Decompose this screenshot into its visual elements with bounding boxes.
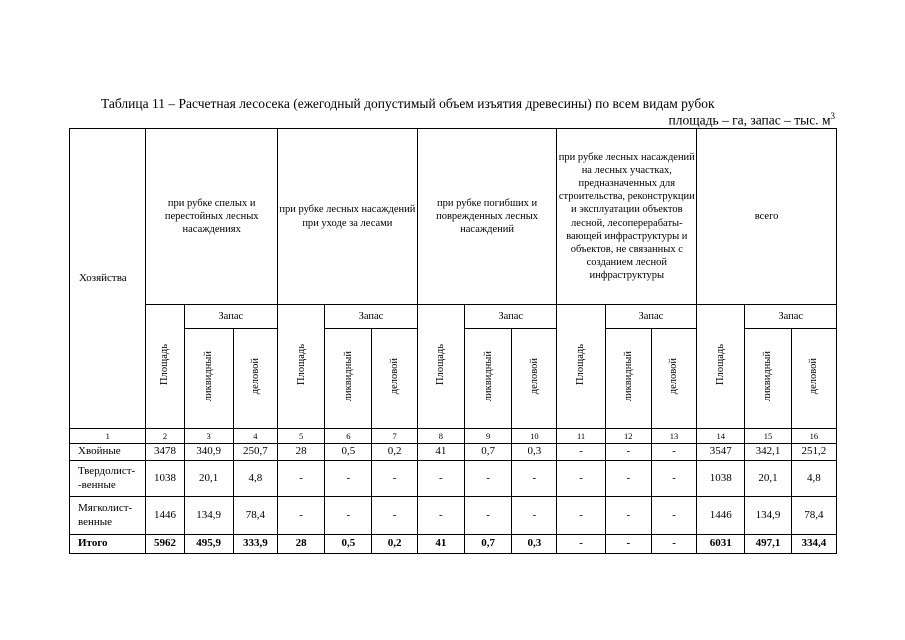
- header-area: Площадь: [557, 305, 605, 429]
- total-cell: 495,9: [184, 535, 233, 554]
- header-area: Площадь: [278, 305, 325, 429]
- table-cell: 1446: [697, 497, 745, 535]
- total-cell: -: [557, 535, 605, 554]
- table-cell: 1038: [697, 461, 745, 497]
- row-name: [70, 461, 146, 497]
- header-liquid: ликвидный: [745, 329, 791, 429]
- header-business: деловой: [372, 329, 417, 429]
- column-number: 14: [697, 429, 745, 444]
- table-cell: -: [651, 497, 696, 535]
- table-row: [70, 461, 837, 497]
- column-number: 13: [651, 429, 696, 444]
- column-number: 4: [233, 429, 277, 444]
- total-cell: 0,5: [325, 535, 372, 554]
- column-number: 7: [372, 429, 417, 444]
- table-cell: 251,2: [791, 444, 836, 461]
- total-cell: 334,4: [791, 535, 836, 554]
- row-name-line: Мягколист-: [78, 501, 133, 514]
- table-cell: -: [325, 461, 372, 497]
- column-number: 16: [791, 429, 836, 444]
- row-name-line: -венные: [78, 478, 116, 491]
- table-cell: 20,1: [745, 461, 791, 497]
- total-cell: 5962: [146, 535, 184, 554]
- column-number: 1: [70, 429, 146, 444]
- header-farms: Хозяйства: [70, 129, 146, 429]
- header-liquid: ликвидный: [184, 329, 233, 429]
- table-cell: -: [605, 444, 651, 461]
- table-cell: 340,9: [184, 444, 233, 461]
- table-cell: -: [464, 497, 511, 535]
- total-cell: -: [605, 535, 651, 554]
- total-cell: -: [651, 535, 696, 554]
- table-cell: 78,4: [791, 497, 836, 535]
- table-cell: -: [372, 497, 417, 535]
- total-cell: 0,7: [464, 535, 511, 554]
- column-number: 2: [146, 429, 184, 444]
- table-cell: 3547: [697, 444, 745, 461]
- header-business: деловой: [512, 329, 557, 429]
- table-cell: -: [464, 461, 511, 497]
- total-cell: 0,3: [512, 535, 557, 554]
- table-cell: 0,3: [512, 444, 557, 461]
- header-area: Площадь: [417, 305, 464, 429]
- header-business: деловой: [651, 329, 696, 429]
- column-number: 10: [512, 429, 557, 444]
- table-cell: -: [651, 444, 696, 461]
- header-group-damaged: при рубке погибших и поврежденных лесных насаждений: [417, 129, 557, 305]
- column-number: 6: [325, 429, 372, 444]
- row-name: Хвойные: [70, 444, 146, 461]
- table-cell: 41: [417, 444, 464, 461]
- header-stock: Запас: [745, 305, 837, 329]
- column-number: 11: [557, 429, 605, 444]
- table-cell: -: [557, 461, 605, 497]
- table-cell: -: [605, 497, 651, 535]
- table-cell: -: [372, 461, 417, 497]
- table-cell: 134,9: [184, 497, 233, 535]
- header-group-care: при рубке лесных насаждений при уходе за лесами: [278, 129, 418, 305]
- header-business: деловой: [791, 329, 836, 429]
- table-cell: 0,7: [464, 444, 511, 461]
- table-cell: -: [512, 497, 557, 535]
- table-cell: 78,4: [233, 497, 277, 535]
- header-group-total: всего: [697, 129, 837, 305]
- column-number: 15: [745, 429, 791, 444]
- table-cell: 134,9: [745, 497, 791, 535]
- header-liquid: ликвидный: [325, 329, 372, 429]
- total-cell: 497,1: [745, 535, 791, 554]
- table-cell: 4,8: [791, 461, 836, 497]
- table-cell: -: [557, 444, 605, 461]
- table-caption: Таблица 11 – Расчетная лесосека (ежегодный допустимый объем изъятия древесины) по всем видам рубок: [101, 96, 715, 111]
- table-cell: -: [325, 497, 372, 535]
- total-cell: 0,2: [372, 535, 417, 554]
- table-cell: -: [278, 497, 325, 535]
- table-cell: -: [417, 497, 464, 535]
- row-name: [70, 497, 146, 535]
- header-stock: Запас: [605, 305, 696, 329]
- total-cell: 41: [417, 535, 464, 554]
- units-text: площадь – га, запас – тыс. м: [668, 112, 831, 128]
- header-area: Площадь: [146, 305, 184, 429]
- header-area: Площадь: [697, 305, 745, 429]
- table-cell: -: [651, 461, 696, 497]
- header-liquid: ликвидный: [605, 329, 651, 429]
- header-group-mature: при рубке спелых и перестойных лесных насаждениях: [146, 129, 278, 305]
- table-cell: -: [512, 461, 557, 497]
- table-row: [70, 444, 837, 461]
- total-label: Итого: [70, 535, 146, 554]
- table-cell: 0,5: [325, 444, 372, 461]
- header-stock: Запас: [184, 305, 277, 329]
- column-number: 3: [184, 429, 233, 444]
- column-number: 12: [605, 429, 651, 444]
- table-cell: 1446: [146, 497, 184, 535]
- row-name-line: Твердолист-: [78, 464, 136, 477]
- table-cell: 342,1: [745, 444, 791, 461]
- harvest-table: [69, 128, 837, 554]
- total-cell: 28: [278, 535, 325, 554]
- total-row: [70, 535, 837, 554]
- header-stock: Запас: [464, 305, 556, 329]
- table-cell: -: [605, 461, 651, 497]
- table-cell: 20,1: [184, 461, 233, 497]
- row-name-line: венные: [78, 515, 113, 528]
- column-number: 5: [278, 429, 325, 444]
- header-stock: Запас: [325, 305, 417, 329]
- column-number: 9: [464, 429, 511, 444]
- units-superscript: 3: [830, 111, 835, 121]
- table-cell: -: [278, 461, 325, 497]
- total-cell: 333,9: [233, 535, 277, 554]
- header-business: деловой: [233, 329, 277, 429]
- table-cell: -: [557, 497, 605, 535]
- total-cell: 6031: [697, 535, 745, 554]
- table-cell: 4,8: [233, 461, 277, 497]
- column-number: 8: [417, 429, 464, 444]
- table-cell: -: [417, 461, 464, 497]
- header-liquid: ликвидный: [464, 329, 511, 429]
- table-row: [70, 497, 837, 535]
- table-cell: 1038: [146, 461, 184, 497]
- table-cell: 28: [278, 444, 325, 461]
- column-numbers-row: [70, 429, 837, 444]
- header-group-construction: при рубке лесных насаждений на лесных участках, предназначенных для строительства, реконструкции и эксплуатации объектов лесной, лесоперерабаты-вающей инфраструктуры и объектов, не связанных с созданием лесной инфраструктуры: [557, 129, 697, 305]
- table-cell: 0,2: [372, 444, 417, 461]
- table-cell: 3478: [146, 444, 184, 461]
- table-cell: 250,7: [233, 444, 277, 461]
- units-note: [668, 111, 835, 129]
